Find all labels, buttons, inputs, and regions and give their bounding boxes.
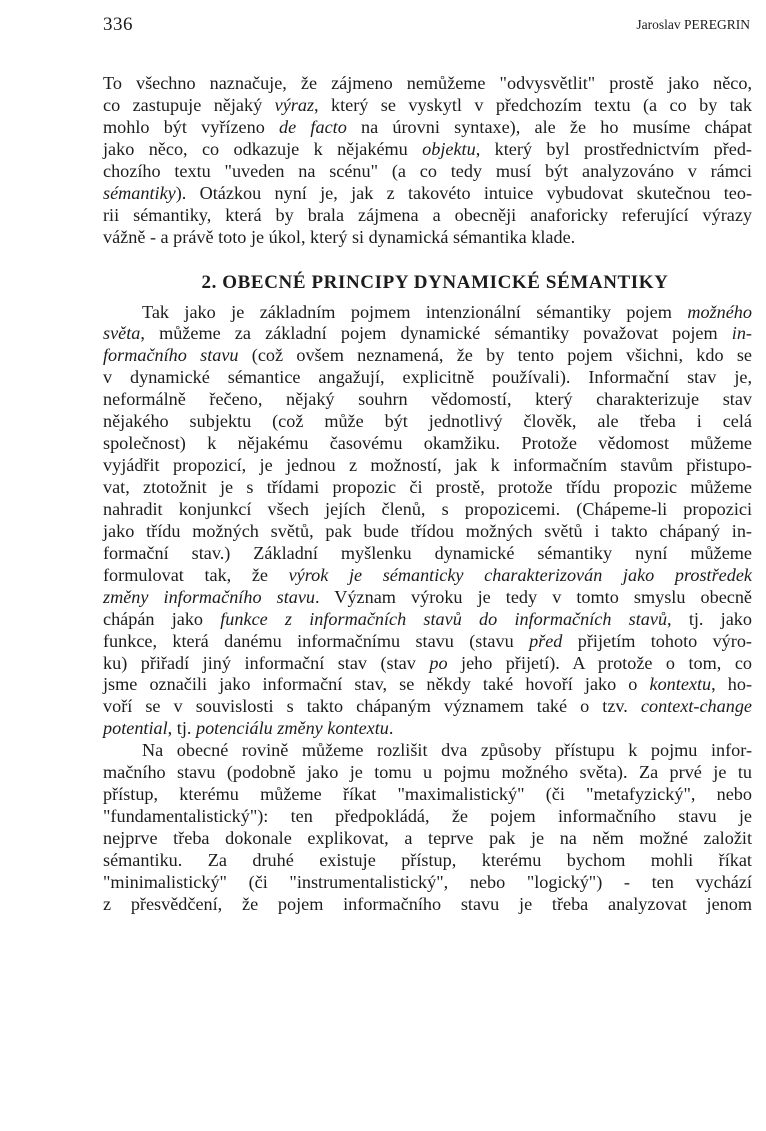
- text-line: sémantiku. Za druhé existuje přístup, kterému bychom mohli říkat: [103, 849, 752, 870]
- italic-term: výraz: [274, 94, 315, 115]
- text-line: mačního stavu (podobně jako je tomu u pojmu možného světa). Za prvé je tu: [103, 762, 752, 783]
- text-line: vyjádřit propozicí, je jednou z možností, jak k informačním stavům přistupo-: [103, 455, 752, 476]
- text-line: ku) přiřadí jiný informační stav (stav po jeho přijetí). A protože o tom, co: [103, 652, 752, 673]
- running-head: Jaroslav PEREGRIN: [636, 17, 750, 32]
- text-line: formačního stavu (což ovšem neznamená, že by tento pojem všichni, kdo se: [103, 345, 752, 366]
- italic-term: možného: [687, 301, 752, 322]
- text-line: neformálně řečeno, nějaký souhrn vědomostí, který charakterizuje stav: [103, 389, 752, 410]
- italic-term: potential: [103, 718, 168, 739]
- text-line: společnost) k nějakému časovému okamžiku. Protože vědomost můžeme: [103, 433, 752, 454]
- paragraph-3: [103, 740, 752, 916]
- text-line: formační stav.) Základní myšlenku dynamické sémantiky nyní můžeme: [103, 542, 752, 563]
- text-line: nejprve třeba dokonale explikovat, a teprve pak je na něm možné založit: [103, 828, 752, 848]
- body-text: [103, 73, 752, 916]
- italic-term: světa: [103, 323, 141, 344]
- text-line: světa, můžeme za základní pojem dynamické sémantiky považovat pojem in-: [103, 323, 752, 344]
- italic-term: funkce z informačních stavů do informačních stavů: [220, 608, 668, 629]
- italic-term: výrok je sémanticky charakterizován jako prostředek: [288, 564, 752, 585]
- text-line: formulovat tak, že výrok je sémanticky charakterizován jako prostředek: [103, 564, 752, 585]
- italic-term: context-change: [640, 696, 752, 717]
- section-heading: [103, 264, 752, 301]
- text-line: chozího textu "uveden na scénu" (a co tedy musí být analyzováno v rámci: [103, 160, 752, 181]
- text-line: Tak jako je základním pojmem intenzionální sémantiky pojem možného: [142, 301, 752, 322]
- text-line: "fundamentalistický"): ten předpokládá, že pojem informačního stavu je: [103, 806, 752, 827]
- italic-term: objektu: [422, 138, 476, 159]
- italic-term: de facto: [279, 116, 347, 137]
- italic-term: změny informačního stavu: [103, 586, 316, 607]
- italic-term: formačního stavu: [103, 345, 239, 366]
- italic-term: in-: [731, 323, 752, 344]
- text-line: v dynamické sémantice angažují, explicitně používali). Informační stav je,: [103, 367, 752, 388]
- text-line: z přesvědčení, že pojem informačního stavu je třeba analyzovat jenom: [103, 893, 752, 914]
- text-line: co zastupuje nějaký výraz, který se vyskytl v předchozím textu (a co by tak: [103, 94, 752, 115]
- text-line: "minimalistický" (či "instrumentalistický", nebo "logický") - ten vychází: [103, 871, 752, 892]
- section-heading-text: 2. OBECNÉ PRINCIPY DYNAMICKÉ SÉMANTIKY: [201, 271, 669, 293]
- text-line: voří se v souvislosti s takto chápaným významem také o tzv. context-change: [103, 696, 752, 717]
- paragraph-1: [103, 73, 752, 249]
- italic-term: sémantiky: [103, 182, 176, 203]
- text-line: vat, ztotožnit je s třídami propozic či prostě, protože třídu propozic můžeme: [103, 477, 752, 497]
- text-line: potential, tj. potenciálu změny kontextu.: [103, 718, 394, 739]
- text-line: nějakého subjektu (což může být jednotlivý člověk, ale třeba i celá: [103, 411, 752, 432]
- text-line: změny informačního stavu. Význam výroku je tedy v tomto smyslu obecně: [103, 586, 752, 607]
- italic-term: kontextu: [649, 674, 712, 695]
- text-line: sémantiky). Otázkou nyní je, jak z takovéto intuice vybudovat skutečnou teo-: [103, 182, 752, 203]
- text-line: chápán jako funkce z informačních stavů do informačních stavů, tj. jako: [103, 608, 752, 629]
- italic-term: po: [429, 652, 448, 673]
- text-line: přístup, kterému můžeme říkat "maximalistický" (či "metafyzický", nebo: [103, 784, 752, 805]
- text-line: vážně - a právě toto je úkol, který si dynamická sémantika klade.: [103, 226, 576, 247]
- text-line: mohlo být vyřízeno de facto na úrovni syntaxe), ale že ho musíme chápat: [103, 116, 752, 137]
- text-line: jako třídu možných světů, pak bude třídou možných světů i takto chápaný in-: [103, 520, 752, 541]
- text-line: To všechno naznačuje, že zájmeno nemůžeme "odvysvětlit" prostě jako něco,: [103, 73, 752, 93]
- text-line: nahradit konjunkcí všech jejích členů, s propozicemi. (Chápeme-li propozici: [103, 498, 752, 519]
- text-line: Na obecné rovině můžeme rozlišit dva způsoby přístupu k pojmu infor-: [142, 740, 752, 761]
- italic-term: před: [529, 630, 563, 651]
- paragraph-2: [103, 302, 752, 741]
- page-number: 336: [103, 14, 133, 35]
- text-line: rii sémantiky, která by brala zájmena a obecněji anaforicky referující výrazy: [103, 204, 752, 225]
- text-line: jako něco, co odkazuje k nějakému objektu, který byl prostřednictvím před-: [103, 138, 752, 159]
- italic-term: potenciálu změny kontextu: [195, 718, 389, 739]
- text-line: jsme označili jako informační stav, se někdy také hovoří jako o kontextu, ho-: [103, 674, 752, 695]
- text-line: funkce, která danému informačnímu stavu (stavu před přijetím tohoto výro-: [103, 630, 752, 651]
